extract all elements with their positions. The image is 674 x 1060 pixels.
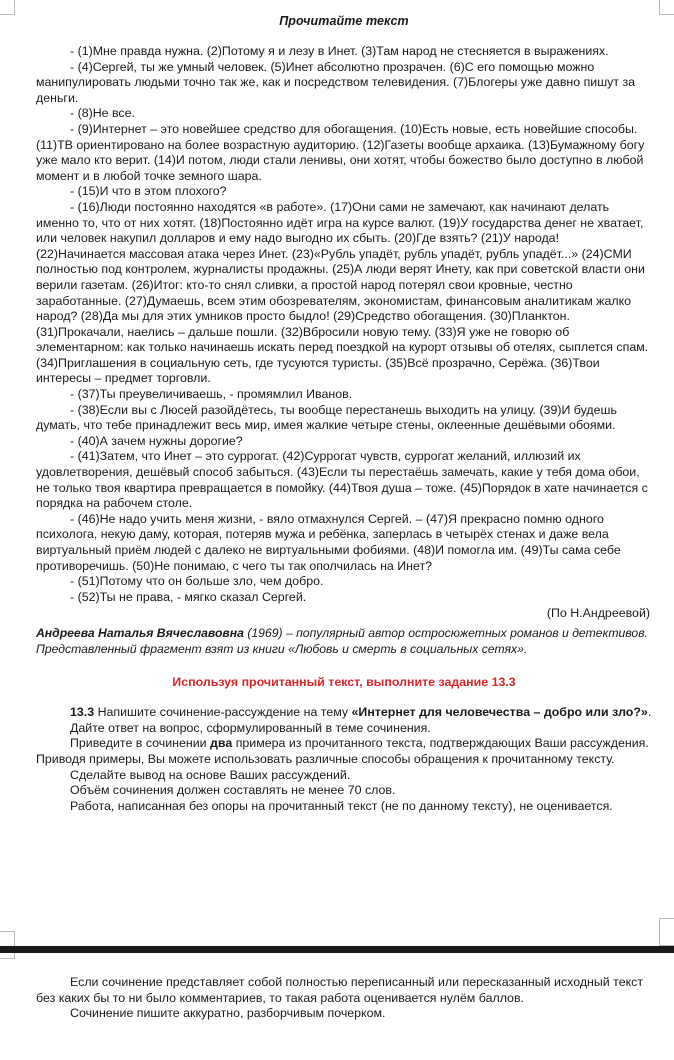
text-paragraph: - (41)Затем, что Инет – это суррогат. (42)Суррогат чувств, суррогат желаний, иллюзий их удовлетворения, дешёвый способ забыться. (43)Если ты перестаёшь замечать, какие у тебя дома обои, не только твоя квартира превращается в помойку. (44)Твоя душа – тоже. (45)Порядок в хате начинается с порядка на рабочем столе. — [36, 449, 648, 511]
page-break-rule — [0, 946, 674, 953]
crop-mark-top-left — [0, 0, 15, 15]
text-paragraph: - (9)Интернет – это новейшее средство для обогащения. (10)Есть новые, есть новейшие способы. (11)ТВ ориентировано на более возрастную аудиторию. (12)Газеты вообще архаика. (13)Бумажному богу уже мало кто верит. (14)И потом, люди стали ленивы, они хотят, чтобы божество было доступно в любой момент и в любой точке земного шара. — [36, 121, 645, 183]
text-paragraph: - (4)Сергей, ты же умный человек. (5)Инет абсолютно прозрачен. (6)С его помощью можно манипулировать людьми точно так же, как и посредством телевидения. (7)Блогеры уже давно пишут за деньги. — [36, 59, 636, 105]
task-examples-instruction — [36, 736, 652, 767]
text-paragraph: - (37)Ты преувеличиваешь, - промямлил Иванов. — [70, 387, 353, 402]
crop-mark-break-left — [0, 931, 15, 959]
text-paragraph: - (15)И что в этом плохого? — [70, 184, 227, 199]
document-content — [36, 14, 652, 814]
crop-mark-break-right — [659, 918, 674, 946]
examples-after: примера из прочитанного текста, подтверждающих Ваши рассуждения. Приводя примеры, Вы можете использовать различные способы обращения к прочитанному тексту. — [36, 736, 649, 766]
task-instruction: Дайте ответ на вопрос, сформулированный в теме сочинения. — [70, 720, 431, 735]
crop-mark-top-right — [659, 0, 674, 15]
examples-before: Приведите в сочинении — [70, 736, 211, 751]
task-prompt-after: . — [647, 705, 652, 720]
task-number: 13.3 — [70, 705, 95, 720]
task-instruction: Работа, написанная без опоры на прочитанный текст (не по данному тексту), не оценивается. — [70, 798, 613, 813]
task-heading — [36, 705, 652, 721]
text-paragraph: - (38)Если вы с Люсей разойдётесь, ты вообще перестанешь выходить на улицу. (39)И будешь думать, что тебе принадлежит весь мир, имея жалкие четыре стены, оклеенные дешёвыми обоями. — [36, 402, 617, 433]
footer-paragraph: Сочинение пишите аккуратно, разборчивым почерком. — [70, 1006, 386, 1021]
text-paragraph: - (46)Не надо учить меня жизни, - вяло отмахнулся Сергей. – (47)Я прекрасно помню одного психолога, некую даму, которая, потеряв мужа и ребёнка, заперлась в четырёх стенах и даже вела виртуальный приём людей с далеко не виртуальными фобиями. (48)И помогла им. (49)Ты сама себе противоречишь. (50)Не понимаю, с чего ты так ополчилась на Инет? — [36, 511, 621, 573]
text-paragraph: - (51)Потому что он больше зло, чем добро. — [70, 574, 324, 589]
task-instruction: Сделайте вывод на основе Ваших рассуждений. — [70, 767, 351, 782]
task-instruction: Объём сочинения должен составлять не менее 70 слов. — [70, 783, 396, 798]
author-name: Андреева Наталья Вячеславовна — [36, 625, 244, 640]
task-topic: «Интернет для человечества – добро или зло?» — [351, 705, 648, 720]
task-prompt-before: Напишите сочинение-рассуждение на тему — [94, 705, 352, 720]
page-title: Прочитайте текст — [279, 14, 409, 28]
text-paragraph: - (40)А зачем нужны дорогие? — [70, 433, 243, 448]
text-paragraph: - (8)Не все. — [70, 106, 135, 121]
text-paragraph: - (1)Мне правда нужна. (2)Потому я и лезу в Инет. (3)Там народ не стесняется в выражениях. — [70, 44, 609, 58]
author-bio — [36, 626, 652, 657]
text-paragraph: - (52)Ты не права, - мягко сказал Сергей. — [70, 589, 307, 604]
author-bio-rest: (1969) – популярный автор остросюжетных романов и детективов. Представленный фрагмент взят из книги «Любовь и смерть в социальных сетях». — [36, 625, 648, 656]
source-attribution: (По Н.Андреевой) — [546, 606, 650, 621]
task-instruction-heading: Используя прочитанный текст, выполните задание 13.3 — [172, 675, 516, 690]
footer-paragraph: Если сочинение представляет собой полностью переписанный или пересказанный исходный текст без каких бы то ни было комментариев, то такая работа оценивается нулём баллов. — [36, 975, 644, 1005]
examples-count: два — [210, 736, 233, 751]
text-paragraph: - (16)Люди постоянно находятся «в работе». (17)Они сами не замечают, как начинают делать именно то, что от них хотят. (18)Постоянно идёт игра на курсе валют. (19)У государства денег не хватает, или человек накупил долларов и ему надо выгодно их сбыть. (20)Где взять? (21)У народа! (22)Начинается массовая атака через Инет. (23)«Рубль упадёт, рубль упадёт, рубль упадёт...» (24)СМИ полностью под контролем, журналисты продажны. (25)А люди верят Инету, как при советской власти они верили газетам. (26)Итог: кто-то снял сливки, а простой народ потерял свои кровные, честно заработанные. (27)Думаешь, всем этим обозревателям, экономистам, финансовым аналитикам жалко народ? (28)Да мы для этих умников просто быдло! (29)Средство обогащения. (30)Планктон. (31)Прокачали, наелись – дальше пошли. (32)Вбросили новую тему. (33)Я уже не говорю об элементарном: как только начинаешь искать перед поездкой на курорт отзывы об отелях, сыплется спам. (34)Приглашения в социальную сеть, где тусуются туристы. (35)Всё прозрачно, Серёжа. (36)Твои интересы – предмет торговли. — [36, 199, 649, 386]
document-footer-content — [36, 975, 652, 1022]
